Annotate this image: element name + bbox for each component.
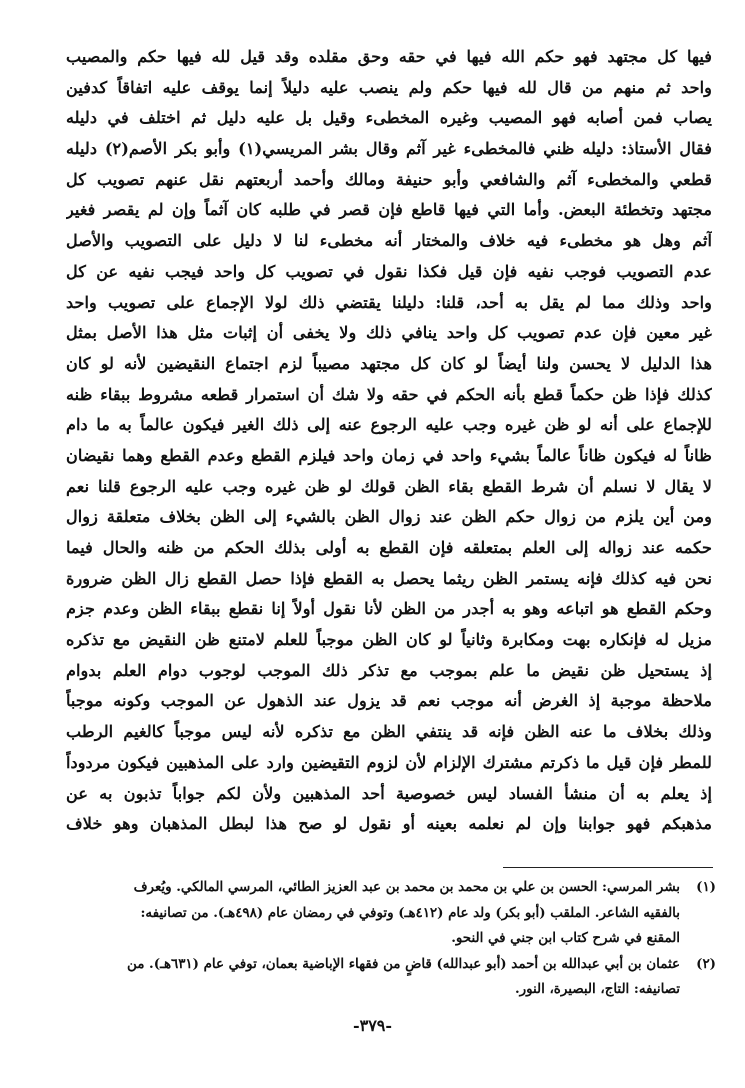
text-line: يصاب فمن أصابه فهو المصيب وغيره المخطىء وقيل بل عليه دليل ثم اختلف في دليله	[66, 108, 712, 128]
footnote-text: بالفقيه الشاعر. الملقب (أبو بكر) ولد عام (٤١٢هـ) وتوفي في رمضان عام (٤٩٨هـ). من تصانيفه:	[140, 904, 680, 921]
footnote-line	[66, 952, 716, 978]
text-line: ظاناً له فيكون ظاناً عالماً بشيء واحد في زمان واحد فيلزم القطع وعدم القطع وهما نقيضان	[66, 445, 712, 465]
text-line: وذلك بخلاف ما عنه الظن فإنه قد ينتفي الظن مع تذكره لأنه ليس موجباً كالغيم الرطب	[66, 722, 712, 742]
text-line: نحن فيه كذلك فإنه يستمر الظن ريثما يحصل به القطع فإذا حصل القطع زال الظن ضرورة	[66, 568, 712, 588]
footnote-text: بشر المرسي: الحسن بن علي بن محمد بن محمد بن عبد العزيز الطائي، المرسي المالكي. ويُعرف	[133, 879, 680, 895]
text-line: مجتهد وتخطئة البعض. وأما التي فيها قاطع فإن قصر في طلبه كان آثماً وإن لم يقصر فغير	[66, 200, 712, 220]
main-text	[66, 42, 712, 840]
footnote-text: تصانيفه: التاج، البصيرة، النور.	[514, 981, 680, 997]
text-line: واحد وذلك مما لم يقل به أحد، قلنا: دليلنا يقتضي ذلك لولا الإجماع على تصويب واحد	[66, 292, 712, 312]
text-line: للإجماع على أنه لو ظن غيره وجب عليه الرجوع عنه إلى ذلك الغير فيكون عالماً به ما دام	[66, 415, 712, 435]
footnote-line	[66, 875, 716, 901]
page-number: -٣٧٩-	[352, 1016, 393, 1035]
text-line: ومن أين يلزم من زوال حكم الظن عند زوال الظن بالشيء إلى الظن بخلاف متعلقة زوال	[66, 507, 712, 527]
text-line: إذ يستحيل ظن نقيض ما علم بموجب مع تذكر ذلك الموجب لوجوب دوام العلم بدوام	[66, 660, 712, 680]
text-line: ملاحظة موجبة إذ الغرض أنه موجب نعم قد يزول عند الذهول عن الموجب وكونه موجباً	[66, 691, 712, 711]
footnote-line	[66, 901, 716, 927]
text-line: فقال الأستاذ: دليله ظني فالمخطىء غير آثم وقال بشر المريسي(١) وأبو بكر الأصم(٢) دليله	[66, 139, 712, 159]
text-line: حكمه عند زواله إلى العلم بمتعلقه فإن القطع به أولى بذلك الحكم من ظنه والحال فيما	[66, 538, 712, 557]
text-line: آثم وهل هو مخطىء فيه خلاف والمختار أنه مخطىء لنا لا دليل على التصويب والأصل	[66, 231, 712, 251]
text-line: وحكم القطع هو اتباعه وهو به أجدر من الظن لأنا نقول أولاً إنا نقطع ببقاء الظن وعدم جزم	[66, 599, 712, 619]
footnote-line	[66, 926, 716, 952]
footnote-line	[66, 977, 716, 1003]
text-line: للمطر فإن قيل ما ذكرتم مشترك الإلزام لأن لزوم التقيضين وارد على المذهبين فيكون مردوداً	[66, 752, 712, 772]
text-line: إذ يعلم به أن منشأ الفساد ليس خصوصية أحد المذهبين ولأن لكم جواباً تذبون به عن	[66, 783, 712, 803]
footnote-text: المقنع في شرح كتاب ابن جني في النحو.	[451, 930, 680, 946]
text-line: مزيل له فإنكاره بهت ومكابرة وثانياً لو كان الظن موجباً للعلم لامتنع ظن النقيض مع تذكره	[66, 630, 712, 650]
text-line: قطعي والمخطىء آثم والشافعي وأبو حنيفة ومالك وأحمد أربعتهم نقل عنهم تصويب كل	[66, 169, 712, 189]
footnotes	[66, 875, 716, 1003]
footnote-number: (١)	[696, 879, 716, 895]
footnote-separator	[503, 867, 713, 868]
text-line: مذهبكم فهو جوابنا وإن لم نعلمه بعينه أو نقول لو صح هذا لبطل المذهبان وهو خلاف	[66, 814, 712, 834]
footnote-text: عثمان بن أبي عبدالله بن أحمد (أبو عبدالله) قاضٍ من فقهاء الإباضية بعمان، توفي عام (٦٣١هـ). من	[127, 955, 680, 972]
text-line: عدم التصويب فوجب نفيه فإن قيل فكذا نقول في تصويب كل واحد فيجب نفيه عن كل	[66, 261, 712, 281]
text-line: كذلك فإذا ظن حكماً قطع بأنه الحكم في حقه ولا شك أن استمرار قطعه مشروط ببقاء ظنه	[66, 384, 712, 404]
text-line: هذا الدليل لا يحسن ولنا أيضاً لو كان كل مجتهد مصيباً لزم اجتماع النقيضين لأنه لو كان	[66, 353, 712, 373]
text-line: غير معين فإن عدم تصويب كل واحد ينافي ذلك ولا يخفى أن إثبات مثل هذا الأصل بمثل	[66, 323, 712, 343]
footnote-number: (٢)	[696, 955, 716, 972]
text-line: فيها كل مجتهد فهو حكم الله فيها في حقه وحق مقلده وقد قيل لله فيها حكم والمصيب	[66, 47, 712, 66]
text-line: واحد ثم منهم من قال لله فيها حكم ولم ينصب عليه دليلاً إنما يوقف عليه اتفاقاً كدفين	[66, 77, 712, 97]
text-line: لا يقال لا نسلم أن شرط القطع بقاء الظن قولك لو ظن غيره وجب عليه الرجوع قلنا نعم	[66, 476, 712, 496]
